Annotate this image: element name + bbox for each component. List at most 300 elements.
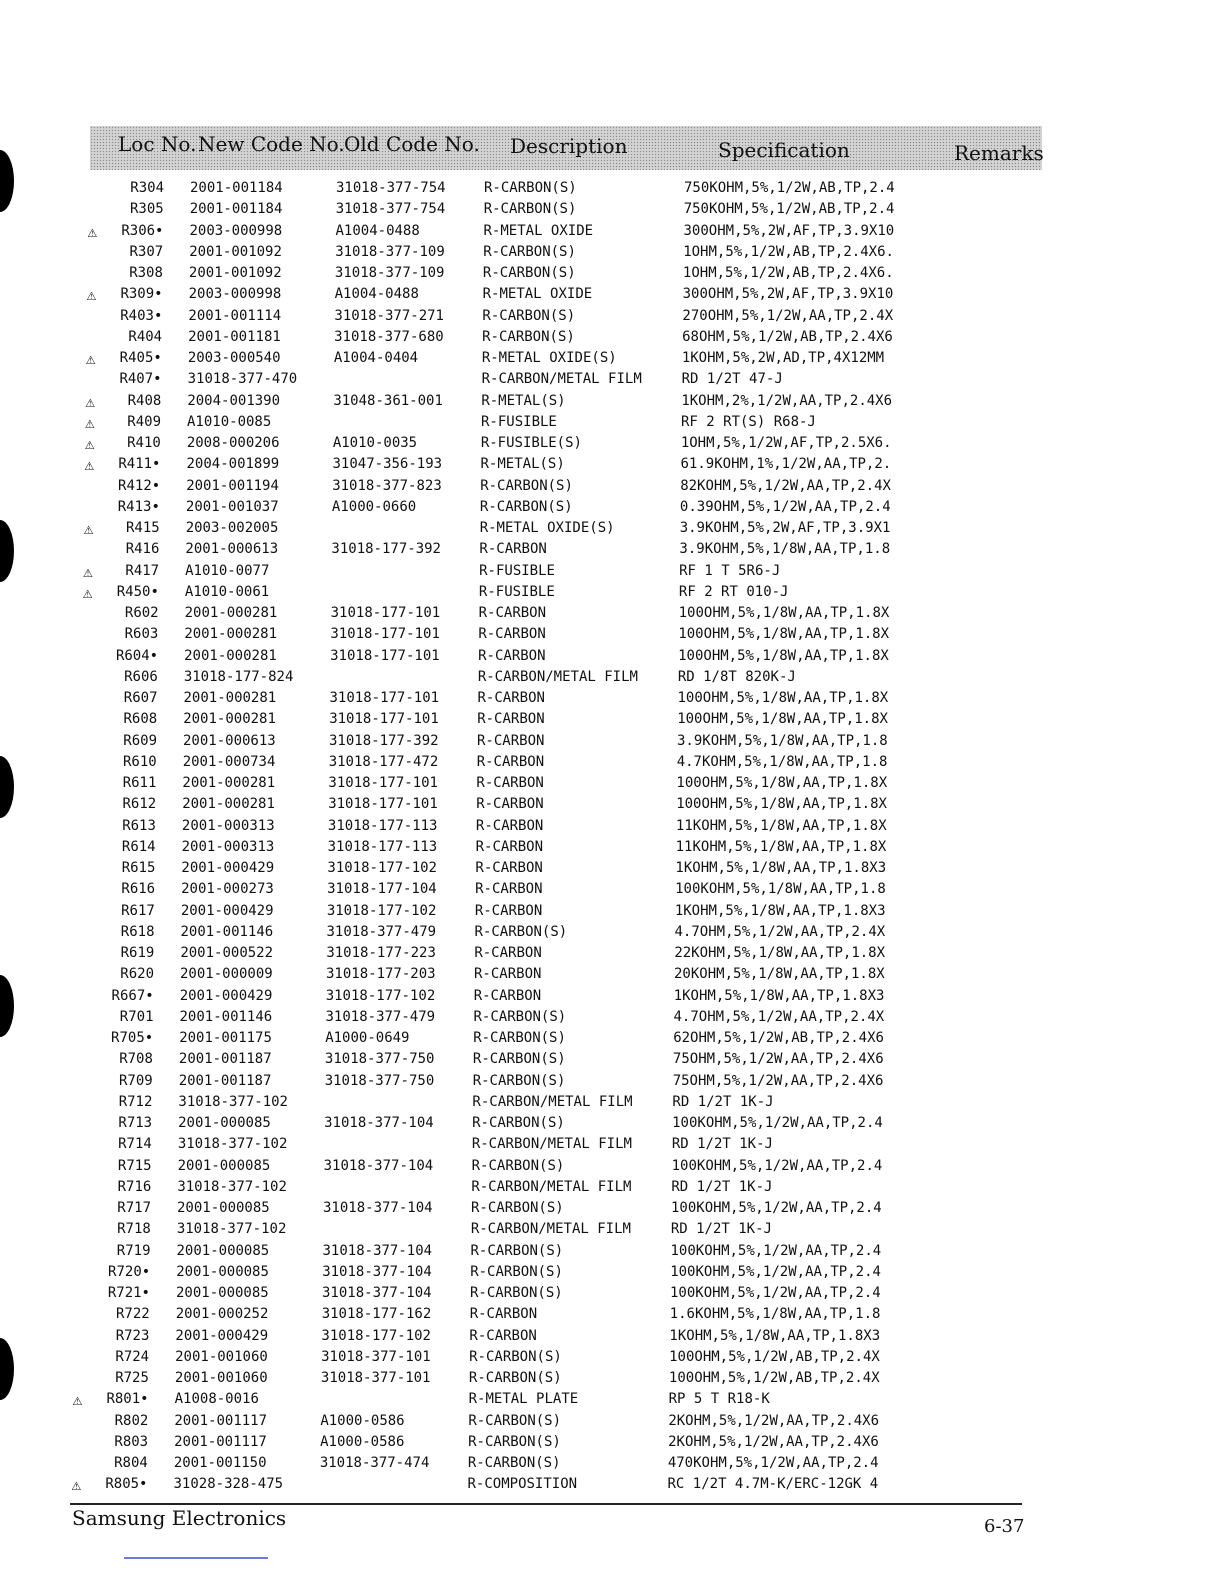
old-code-cell: A1004-0404 xyxy=(333,350,419,366)
warning-icon: ⚠ xyxy=(86,285,97,305)
specification-cell: RC 1/2T 4.7M-K/ERC-12GK 4 xyxy=(667,1476,879,1493)
new-code-cell: 2001-001146 xyxy=(179,1008,273,1025)
specification-cell: 470KOHM,5%,1/2W,AA,TP,2.4 xyxy=(667,1455,879,1471)
table-row xyxy=(0,1347,1209,1368)
specification-cell: 4.7OHM,5%,1/2W,AA,TP,2.4X xyxy=(673,1008,885,1025)
table-row xyxy=(0,794,1216,815)
specification-cell: 100OHM,5%,1/8W,AA,TP,1.8X xyxy=(678,605,890,621)
loc-no-cell: R602 xyxy=(124,605,159,621)
new-code-cell: 2003-000998 xyxy=(188,286,282,303)
old-code-cell: 31018-377-104 xyxy=(322,1285,432,1301)
specification-cell: 1OHM,5%,1/2W,AF,TP,2.5X6. xyxy=(680,435,892,451)
warning-icon: ⚠ xyxy=(85,391,95,411)
new-code-cell: 2001-000252 xyxy=(175,1306,269,1323)
description-cell: R-CARBON xyxy=(478,605,547,621)
specification-cell: 4.7OHM,5%,1/2W,AA,TP,2.4X xyxy=(674,923,886,940)
loc-no-cell: R306• xyxy=(121,222,164,239)
description-cell: R-METAL OXIDE xyxy=(483,222,594,239)
warning-icon: ⚠ xyxy=(82,582,93,602)
new-code-cell: 2001-001117 xyxy=(174,1433,267,1450)
specification-cell: 1KOHM,5%,1/8W,AA,TP,1.8X3 xyxy=(673,987,885,1004)
loc-no-cell: R805• xyxy=(105,1476,148,1493)
old-code-cell: A1000-0586 xyxy=(320,1412,405,1429)
table-row xyxy=(0,688,1218,709)
new-code-cell: 2001-000273 xyxy=(181,881,274,898)
loc-no-cell: R713 xyxy=(118,1115,153,1131)
table-row xyxy=(0,1389,1209,1410)
specification-cell: 100OHM,5%,1/2W,AB,TP,2.4X xyxy=(669,1348,880,1365)
table-row xyxy=(0,327,1222,348)
description-cell: R-CARBON xyxy=(476,753,545,770)
description-cell: R-CARBON xyxy=(474,902,543,919)
specification-cell: 300OHM,5%,2W,AF,TP,3.9X10 xyxy=(682,286,894,303)
old-code-cell: 31018-377-104 xyxy=(323,1157,434,1174)
loc-no-cell: R724 xyxy=(115,1348,150,1365)
new-code-cell: 31018-177-824 xyxy=(183,668,294,685)
loc-no-cell: R304 xyxy=(130,180,164,196)
loc-no-cell: R615 xyxy=(121,860,156,876)
table-row xyxy=(0,1113,1212,1134)
description-cell: R-CARBON(S) xyxy=(473,1008,567,1025)
loc-no-cell: R712 xyxy=(118,1093,153,1110)
new-code-cell: 2001-001092 xyxy=(189,243,282,260)
old-code-cell: 31018-377-823 xyxy=(332,477,442,494)
specification-cell: RF 1 T 5R6-J xyxy=(679,562,781,579)
loc-no-cell: R619 xyxy=(120,945,155,961)
old-code-cell: 31018-377-101 xyxy=(321,1348,431,1365)
new-code-cell: 2001-001146 xyxy=(180,923,274,940)
warning-icon: ⚠ xyxy=(83,561,93,581)
description-cell: R-CARBON xyxy=(476,796,544,813)
warning-icon: ⚠ xyxy=(83,519,94,538)
new-code-cell: 31018-377-102 xyxy=(177,1136,288,1153)
specification-cell: RP 5 T R18-K xyxy=(668,1391,770,1408)
description-cell: R-CARBON xyxy=(476,775,544,791)
old-code-cell: A1000-0586 xyxy=(320,1433,405,1450)
new-code-cell: 2001-000313 xyxy=(181,817,275,834)
loc-no-cell: R603 xyxy=(124,626,159,643)
new-code-cell: 2004-001390 xyxy=(187,392,281,409)
description-cell: R-METAL OXIDE(S) xyxy=(479,520,615,536)
description-cell: R-CARBON xyxy=(474,945,542,961)
new-code-cell: 31028-328-475 xyxy=(173,1476,284,1493)
new-code-cell: 2001-001150 xyxy=(173,1455,267,1471)
table-row xyxy=(0,1432,1208,1453)
new-code-cell: 2008-000206 xyxy=(186,435,280,451)
specification-cell: 750KOHM,5%,1/2W,AB,TP,2.4 xyxy=(684,180,895,196)
new-code-cell: 2001-000429 xyxy=(181,860,275,876)
description-cell: R-METAL PLATE xyxy=(468,1391,579,1408)
old-code-cell: 31018-177-101 xyxy=(328,796,438,813)
new-code-cell: 2001-001181 xyxy=(188,328,281,345)
old-code-cell: 31018-177-102 xyxy=(327,860,437,876)
warning-icon: ⚠ xyxy=(85,412,95,432)
old-code-cell: 31018-377-271 xyxy=(334,307,444,324)
old-code-cell: 31018-377-750 xyxy=(324,1072,435,1089)
old-code-cell: 31018-177-472 xyxy=(328,753,439,770)
specification-cell: 11KOHM,5%,1/8W,AA,TP,1.8X xyxy=(675,838,887,855)
specification-cell: 100KOHM,5%,1/2W,AA,TP,2.4 xyxy=(671,1157,883,1174)
old-code-cell: 31048-361-001 xyxy=(333,392,443,409)
new-code-cell: 2001-001184 xyxy=(190,180,283,196)
old-code-cell: 31018-377-104 xyxy=(322,1242,433,1259)
old-code-cell: A1000-0649 xyxy=(325,1030,410,1046)
description-cell: R-CARBON xyxy=(469,1327,537,1344)
table-row xyxy=(0,582,1219,603)
description-cell: R-CARBON/METAL FILM xyxy=(471,1178,632,1195)
new-code-cell: 2001-000281 xyxy=(183,711,276,728)
table-row xyxy=(0,518,1220,539)
warning-icon: ⚠ xyxy=(87,221,98,241)
loc-no-cell: R705• xyxy=(111,1030,154,1046)
table-row xyxy=(0,1368,1209,1389)
loc-no-cell: R403• xyxy=(120,307,163,324)
description-cell: R-CARBON(S) xyxy=(479,498,573,515)
table-row xyxy=(0,858,1215,879)
specification-cell: 100KOHM,5%,1/2W,AA,TP,2.4 xyxy=(670,1263,881,1280)
specification-cell: 1.6KOHM,5%,1/8W,AA,TP,1.8 xyxy=(669,1306,881,1323)
specification-cell: 1KOHM,5%,1/8W,AA,TP,1.8X3 xyxy=(674,902,886,919)
specification-cell: 270OHM,5%,1/2W,AA,TP,2.4X xyxy=(682,307,894,324)
loc-no-cell: R408 xyxy=(127,392,162,409)
loc-no-cell: R608 xyxy=(123,711,158,728)
loc-no-cell: R701 xyxy=(119,1008,154,1025)
description-cell: R-CARBON(S) xyxy=(472,1115,565,1131)
loc-no-cell: R715 xyxy=(117,1157,152,1174)
specification-cell: 100OHM,5%,1/8W,AA,TP,1.8X xyxy=(677,690,889,706)
table-row xyxy=(0,731,1217,752)
description-cell: R-CARBON xyxy=(477,711,545,728)
loc-no-cell: R709 xyxy=(118,1072,153,1089)
description-cell: R-METAL OXIDE xyxy=(482,286,593,303)
description-cell: R-FUSIBLE xyxy=(479,562,555,579)
description-cell: R-CARBON(S) xyxy=(473,1030,566,1046)
loc-no-cell: R616 xyxy=(121,881,156,898)
table-row xyxy=(0,816,1216,837)
header-new-code: New Code No. xyxy=(198,132,345,156)
loc-no-cell: R617 xyxy=(121,902,155,919)
loc-no-cell: R416 xyxy=(125,541,160,558)
description-cell: R-CARBON(S) xyxy=(483,201,577,218)
description-cell: R-CARBON(S) xyxy=(484,180,577,196)
new-code-cell: 2001-000734 xyxy=(182,753,276,770)
specification-cell: 100OHM,5%,1/8W,AA,TP,1.8X xyxy=(678,626,890,643)
loc-no-cell: R802 xyxy=(114,1412,149,1429)
table-row xyxy=(0,1283,1210,1304)
specification-cell: 68OHM,5%,1/2W,AB,TP,2.4X6 xyxy=(682,328,893,345)
old-code-cell: 31018-377-754 xyxy=(336,180,446,196)
new-code-cell: 2001-001060 xyxy=(174,1370,268,1386)
description-cell: R-CARBON xyxy=(479,541,547,558)
new-code-cell: 2001-001175 xyxy=(179,1030,272,1046)
table-row xyxy=(0,837,1216,858)
old-code-cell: 31018-377-109 xyxy=(334,265,445,281)
table-row xyxy=(0,1007,1214,1028)
header-specification: Specification xyxy=(718,138,850,162)
specification-cell: 100OHM,5%,1/8W,AA,TP,1.8X xyxy=(677,711,888,728)
new-code-cell: 2001-000429 xyxy=(180,902,274,919)
specification-cell: 1OHM,5%,1/2W,AB,TP,2.4X6. xyxy=(682,265,894,281)
description-cell: R-CARBON xyxy=(477,732,545,749)
loc-no-cell: R721• xyxy=(107,1285,150,1301)
table-row xyxy=(0,178,1224,199)
footer-company: Samsung Electronics xyxy=(72,1506,287,1530)
new-code-cell: 31018-377-102 xyxy=(178,1093,288,1110)
loc-no-cell: R614 xyxy=(121,838,156,855)
new-code-cell: 2001-001114 xyxy=(188,307,282,324)
table-row xyxy=(0,263,1223,284)
table-row xyxy=(0,624,1218,645)
description-cell: R-CARBON xyxy=(469,1306,538,1323)
description-cell: R-CARBON(S) xyxy=(474,923,568,940)
specification-cell: 100OHM,5%,1/8W,AA,TP,1.8X xyxy=(676,775,888,791)
description-cell: R-METAL(S) xyxy=(480,456,565,473)
loc-no-cell: R305 xyxy=(129,201,164,218)
table-row xyxy=(0,1453,1208,1474)
new-code-cell: 2001-000085 xyxy=(176,1285,269,1301)
old-code-cell: 31018-377-474 xyxy=(319,1455,430,1471)
new-code-cell: A1010-0077 xyxy=(185,562,270,579)
loc-no-cell: R411• xyxy=(118,456,161,473)
description-cell: R-CARBON(S) xyxy=(470,1242,564,1259)
table-row xyxy=(0,943,1214,964)
table-row xyxy=(0,1177,1211,1198)
warning-icon: ⚠ xyxy=(84,455,95,475)
old-code-cell: 31018-377-104 xyxy=(323,1200,433,1216)
description-cell: R-CARBON(S) xyxy=(482,307,576,324)
old-code-cell: A1010-0035 xyxy=(332,435,418,451)
loc-no-cell: R413• xyxy=(117,498,160,515)
specification-cell: 100KOHM,5%,1/8W,AA,TP,1.8 xyxy=(675,881,886,898)
table-row xyxy=(0,1092,1212,1113)
description-cell: R-CARBON(S) xyxy=(482,328,575,345)
new-code-cell: 2001-000281 xyxy=(182,775,276,791)
loc-no-cell: R308 xyxy=(129,265,163,281)
description-cell: R-CARBON/METAL FILM xyxy=(477,668,638,685)
table-row xyxy=(0,391,1221,412)
table-row xyxy=(0,901,1215,922)
description-cell: R-CARBON xyxy=(474,966,542,983)
table-row xyxy=(0,1262,1210,1283)
description-cell: R-CARBON/METAL FILM xyxy=(470,1221,631,1238)
table-row xyxy=(0,879,1215,900)
old-code-cell: 31018-377-104 xyxy=(322,1263,432,1280)
new-code-cell: 2001-000613 xyxy=(185,541,279,558)
specification-cell: 1KOHM,5%,1/8W,AA,TP,1.8X3 xyxy=(669,1327,881,1344)
new-code-cell: 2001-000522 xyxy=(180,945,274,961)
table-row xyxy=(0,433,1221,454)
table-row xyxy=(0,1219,1211,1240)
description-cell: R-CARBON(S) xyxy=(472,1051,566,1068)
new-code-cell: 2001-001117 xyxy=(174,1412,268,1429)
new-code-cell: 2001-001092 xyxy=(188,265,282,281)
loc-no-cell: R667• xyxy=(111,987,154,1004)
loc-no-cell: R610 xyxy=(122,753,157,770)
specification-cell: 100OHM,5%,1/8W,AA,TP,1.8X xyxy=(678,647,889,664)
table-row xyxy=(0,1028,1213,1049)
loc-no-cell: R722 xyxy=(115,1306,150,1323)
table-row xyxy=(0,1198,1211,1219)
table-row xyxy=(0,348,1222,369)
loc-no-cell: R405• xyxy=(119,350,162,366)
specification-cell: RD 1/2T 1K-J xyxy=(671,1178,773,1195)
loc-no-cell: R708 xyxy=(119,1051,153,1068)
description-cell: R-CARBON xyxy=(475,817,544,834)
loc-no-cell: R611 xyxy=(122,775,157,791)
loc-no-cell: R404 xyxy=(128,328,163,345)
new-code-cell: 2001-000009 xyxy=(180,966,273,983)
new-code-cell: A1010-0085 xyxy=(187,413,272,430)
description-cell: R-CARBON xyxy=(475,881,543,898)
table-row xyxy=(0,476,1220,497)
specification-cell: 4.7KOHM,5%,1/8W,AA,TP,1.8 xyxy=(676,753,888,770)
specification-cell: RD 1/2T 47-J xyxy=(681,371,783,388)
description-cell: R-FUSIBLE(S) xyxy=(480,435,582,451)
new-code-cell: 2001-000085 xyxy=(176,1263,269,1280)
new-code-cell: 2001-000085 xyxy=(177,1157,271,1174)
specification-cell: 0.39OHM,5%,1/2W,AA,TP,2.4 xyxy=(679,498,891,515)
specification-cell: 2KOHM,5%,1/2W,AA,TP,2.4X6 xyxy=(668,1433,879,1450)
loc-no-cell: R410 xyxy=(127,435,161,451)
table-row xyxy=(0,986,1214,1007)
loc-no-cell: R612 xyxy=(122,796,157,813)
specification-cell: 75OHM,5%,1/2W,AA,TP,2.4X6 xyxy=(672,1072,884,1089)
old-code-cell: 31047-356-193 xyxy=(332,456,443,473)
table-row xyxy=(0,752,1217,773)
description-cell: R-CARBON(S) xyxy=(471,1200,564,1216)
specification-cell: 750KOHM,5%,1/2W,AB,TP,2.4 xyxy=(683,201,895,218)
table-row xyxy=(0,922,1215,943)
new-code-cell: 2003-000998 xyxy=(189,222,283,239)
description-cell: R-CARBON xyxy=(473,987,542,1004)
old-code-cell: 31018-377-750 xyxy=(324,1051,435,1068)
loc-no-cell: R307 xyxy=(129,243,164,260)
old-code-cell: 31018-177-101 xyxy=(329,690,440,706)
new-code-cell: 2003-000540 xyxy=(187,350,281,366)
description-cell: R-CARBON(S) xyxy=(483,243,576,260)
table-row xyxy=(0,561,1219,582)
description-cell: R-CARBON/METAL FILM xyxy=(472,1093,633,1110)
header-description: Description xyxy=(510,134,628,158)
loc-no-cell: R412• xyxy=(118,477,161,494)
new-code-cell: A1010-0061 xyxy=(184,583,270,600)
loc-no-cell: R606 xyxy=(124,668,158,685)
table-row xyxy=(0,603,1219,624)
specification-cell: 1KOHM,5%,1/8W,AA,TP,1.8X3 xyxy=(675,860,887,876)
specification-cell: 82KOHM,5%,1/2W,AA,TP,2.4X xyxy=(680,477,891,494)
description-cell: R-COMPOSITION xyxy=(467,1476,578,1493)
table-row xyxy=(0,1411,1208,1432)
specification-cell: RF 2 RT(S) R68-J xyxy=(681,413,816,430)
new-code-cell: 2001-001187 xyxy=(178,1072,272,1089)
description-cell: R-CARBON(S) xyxy=(468,1370,562,1386)
table-row xyxy=(0,1304,1210,1325)
description-cell: R-CARBON xyxy=(478,626,546,643)
specification-cell: 61.9KOHM,1%,1/2W,AA,TP,2. xyxy=(680,456,892,473)
footer-page-number: 6-37 xyxy=(984,1516,1025,1537)
table-row xyxy=(0,667,1218,688)
old-code-cell: 31018-177-113 xyxy=(327,817,438,834)
specification-cell: 1OHM,5%,1/2W,AB,TP,2.4X6. xyxy=(683,243,894,260)
warning-icon: ⚠ xyxy=(71,1475,82,1495)
description-cell: R-FUSIBLE xyxy=(478,583,555,600)
specification-cell: 100KOHM,5%,1/2W,AA,TP,2.4 xyxy=(670,1242,882,1259)
old-code-cell: 31018-377-680 xyxy=(334,328,444,345)
table-row xyxy=(0,1156,1212,1177)
loc-no-cell: R450• xyxy=(116,583,159,600)
specification-cell: 1KOHM,2%,1/2W,AA,TP,2.4X6 xyxy=(681,392,893,409)
old-code-cell: 31018-377-109 xyxy=(335,243,445,260)
specification-cell: 2KOHM,5%,1/2W,AA,TP,2.4X6 xyxy=(668,1412,880,1429)
specification-cell: 100OHM,5%,1/8W,AA,TP,1.8X xyxy=(676,796,887,813)
table-row xyxy=(0,539,1219,560)
specification-cell: 11KOHM,5%,1/8W,AA,TP,1.8X xyxy=(675,817,887,834)
description-cell: R-CARBON(S) xyxy=(470,1263,563,1280)
new-code-cell: 2003-002005 xyxy=(185,520,279,536)
old-code-cell: 31018-177-101 xyxy=(330,626,440,643)
description-cell: R-CARBON(S) xyxy=(469,1348,562,1365)
table-row xyxy=(0,646,1218,667)
table-row xyxy=(0,1241,1211,1262)
description-cell: R-CARBON xyxy=(475,838,544,855)
table-row xyxy=(0,1071,1213,1092)
loc-no-cell: R417 xyxy=(125,562,160,579)
description-cell: R-CARBON(S) xyxy=(467,1455,561,1471)
old-code-cell: 31018-377-479 xyxy=(326,923,437,940)
header-loc-no: Loc No. xyxy=(118,132,197,156)
old-code-cell: 31018-177-101 xyxy=(330,605,441,621)
loc-no-cell: R604• xyxy=(115,647,159,664)
loc-no-cell: R719 xyxy=(116,1242,151,1259)
loc-no-cell: R714 xyxy=(118,1136,152,1153)
loc-no-cell: R620 xyxy=(120,966,154,983)
loc-no-cell: R407• xyxy=(119,371,162,388)
table-row xyxy=(0,773,1216,794)
header-old-code: Old Code No. xyxy=(344,132,480,156)
new-code-cell: 2004-001899 xyxy=(186,456,280,473)
loc-no-cell: R725 xyxy=(115,1370,149,1386)
old-code-cell: 31018-177-162 xyxy=(321,1306,432,1323)
new-code-cell: 31018-377-470 xyxy=(187,371,298,388)
description-cell: R-CARBON xyxy=(478,647,546,664)
new-code-cell: 2001-000613 xyxy=(183,732,276,749)
table-row xyxy=(0,221,1224,242)
specification-cell: 20KOHM,5%,1/8W,AA,TP,1.8X xyxy=(674,966,885,983)
old-code-cell: 31018-177-101 xyxy=(329,711,439,728)
old-code-cell: 31018-177-392 xyxy=(331,541,441,558)
loc-no-cell: R716 xyxy=(117,1178,152,1195)
warning-icon: ⚠ xyxy=(72,1390,83,1410)
description-cell: R-CARBON(S) xyxy=(470,1285,563,1301)
new-code-cell: 2001-000085 xyxy=(177,1200,270,1216)
loc-no-cell: R607 xyxy=(123,690,158,706)
table-row xyxy=(0,306,1222,327)
new-code-cell: 2001-000281 xyxy=(184,647,277,664)
table-row xyxy=(0,964,1214,985)
old-code-cell: 31018-177-101 xyxy=(328,775,438,791)
table-row xyxy=(0,1474,1208,1495)
warning-icon: ⚠ xyxy=(85,349,96,368)
description-cell: R-CARBON(S) xyxy=(480,477,573,494)
specification-cell: 100KOHM,5%,1/2W,AA,TP,2.4 xyxy=(671,1200,882,1216)
old-code-cell: 31018-177-104 xyxy=(327,881,437,898)
loc-no-cell: R717 xyxy=(117,1200,151,1216)
loc-no-cell: R609 xyxy=(123,732,157,749)
old-code-cell: 31018-177-203 xyxy=(326,966,436,983)
specification-cell: 62OHM,5%,1/2W,AB,TP,2.4X6 xyxy=(673,1030,884,1046)
specification-cell: RD 1/8T 820K-J xyxy=(677,668,796,685)
loc-no-cell: R723 xyxy=(115,1327,150,1344)
